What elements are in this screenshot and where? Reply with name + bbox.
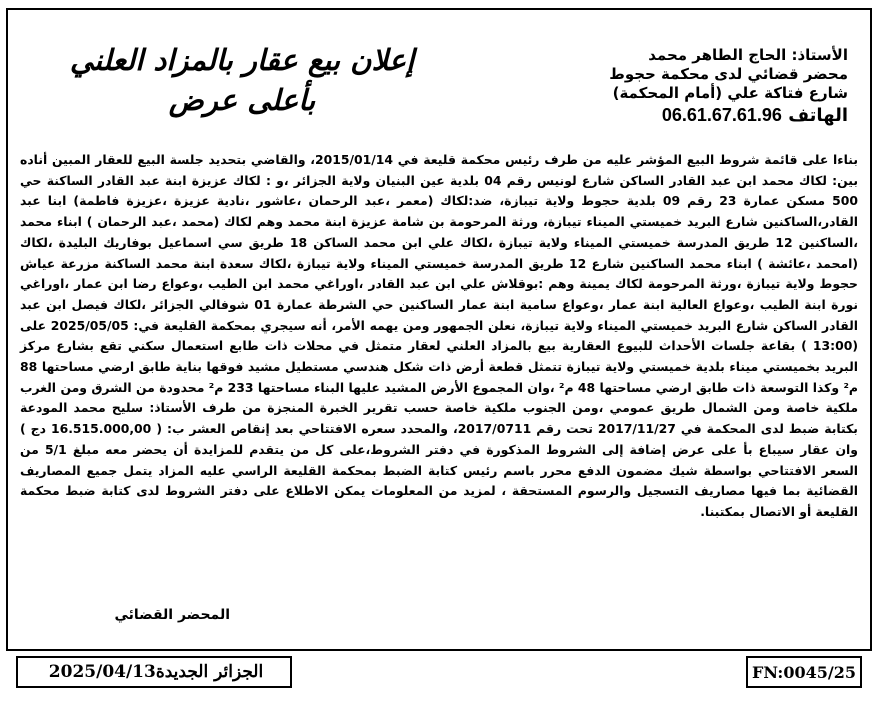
signature: المحضر القضائي [114, 607, 230, 623]
phone-number: 06.61.67.61.96 [661, 105, 782, 125]
headline-line-1: إعلان بيع عقار بالمزاد العلني [69, 43, 415, 77]
notice-body [20, 150, 858, 523]
bailiff-block [508, 46, 848, 128]
fn-reference: FN:0045/25 [746, 656, 862, 688]
phone-label: الهاتف [788, 105, 848, 126]
headline-line-2: بأعلى عرض [168, 83, 316, 117]
notice-headline [22, 40, 462, 120]
bailiff-phone-line [508, 103, 848, 128]
publication-box [16, 656, 292, 688]
bailiff-address: شارع فتاكة علي (أمام المحكمة) [612, 84, 848, 102]
bailiff-title: محضر قضائي لدى محكمة حجوط [609, 65, 848, 83]
notice-body-paragraph: بناءا على قائمة شروط البيع المؤشر عليه من طرف رئيس محكمة قليعة في 2015/01/14، والقاضي بتحديد جلسة البيع للعقار المبين أناده بين: لكاك محمد ابن عبد القادر الساكن شارع لونيس رقم 04 بلدية عين البنيان ولاية الجزائر ،و : لكاك عزيزة ابنة عبد القادر الساكنة حي 500 مسكن عمارة 23 رقم 09 بلدية حجوط ولاية تيبازة، ضد:لكاك (معمر ،عبد الرحمان ،عاشور ،نادية عزيزة ،عزيزة فاطمة) ابنا عبد القادر،الساكنين شارع البريد خميستي الميناء تيبازة، ورثة المرحومة بن شامة عزيزة ابنة محمد وهم لكاك (محمد ،عبد الرحمان ) ابناء محمد ،الساكنين 12 طريق المدرسة خميستي الميناء ولاية تيبازة ،لكاك علي ابن محمد الساكن 18 طريق سي اسماعيل بوفاريك البليدة ،لكاك (امحمد ،عائشة ) ابناء محمد الساكنين شارع 12 طريق المدرسة خميستي الميناء ولاية تيبازة ،لكاك سعدة ابنة محمد الساكنة مزرعة عياش حجوط ولاية تيبازة ،ورثة المرحومة لكاك يمينة وهم :بوقلاش علي ابن عبد القادر ،اوراغي محمد ابن الطيب ،وعواع رضا ابن عمار ،اوراغي نورة ابنة الطيب ،وعواع العالية ابنة عمار ،وعواع سامية ابنة عمار الساكنين حي الشرطة عمارة 01 شوفالي الجزائر ،لكاك فيصل ابن عبد القادر الساكن شارع البريد خميستي الميناء ولاية تيبازة، نعلن الجمهور ومن يهمه الأمر، أنه سيجري بمحكمة القليعة في: 2025/05/05 على (13:00 ) بقاعة جلسات الأحداث للبيوع العقارية بيع بالمزاد العلني لعقار متمثل في محلات ذات طابع استعمال سكني تقع بشارع مركز البريد بخميستي ميناء بلدية خميستي ولاية تيبازة تتمثل قطعة أرض ذات شكل هندسي مستطيل مشيد فوقها بناية طابق ارضي مساحتها 88 م² وكذا التوسعة ذات طابق ارضي مساحتها 48 م² ،وان المجموع الأرض المشيد عليها البناء مساحتها 233 م² محدودة من الشرق ومن الغرب ملكية خاصة ومن الشمال طريق عمومي ،ومن الجنوب ملكية خاصة حسب تقرير الخبرة المنجزة من طرف الأستاذ: سليح محمد المودعة بكتابة ضبط لدى المحكمة في 2017/11/27 تحت رقم 2017/0711، والمحدد سعره الافتتاحي بعد إنقاص العشر ب: ( 16.515.000,00 دج ) وان عقار سيباع بأ على عرض إضافة إلى الشروط المذكورة في دفتر الشروط،على كل من يتقدم للمزايدة أن يحضر معه مبلغ 5/1 من السعر الافتتاحي بواسطة شيك مضمون الدفع محرر باسم رئيس كتابة الضبط بمحكمة القليعة الراسي عليه المزاد يتمل جميع المصاريف القضائية بما فيها مصاريف التسجيل والرسوم المستحقة ، لمزيد من المعلومات يمكن الاطلاع على دفتر الشروط لدى كتابة ضبط محكمة القليعة أو الاتصال بمكتبنا. [20, 152, 859, 519]
publication-date: 2025/04/13 [48, 662, 156, 682]
bailiff-name: الأستاذ: الحاج الطاهر محمد [648, 46, 848, 64]
newspaper-name: الجزائر الجديدة [155, 662, 264, 682]
